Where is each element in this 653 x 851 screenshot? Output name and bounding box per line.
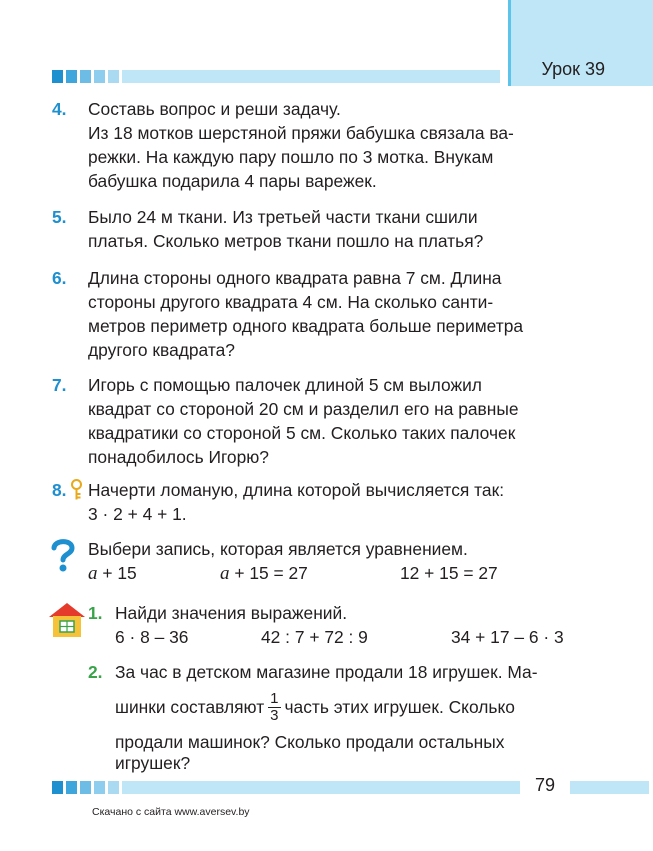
home-task-number: 2. <box>88 662 103 682</box>
option-1-text: + 15 <box>102 563 137 583</box>
question-text: Выбери запись, которая является уравнением. <box>88 539 468 559</box>
task-number: 8. <box>52 480 67 500</box>
home-task-2 <box>115 660 575 772</box>
task-line: режки. На каждую пару пошло по 3 мотка. Внукам <box>88 147 494 167</box>
task-line-part: часть этих игрушек. Сколько <box>284 697 515 717</box>
task-7 <box>88 373 519 469</box>
task-line: стороны другого квадрата 4 см. На сколько санти- <box>88 292 494 312</box>
option-2 <box>220 561 400 586</box>
task-line: Длина стороны одного квадрата равна 7 см. Длина <box>88 268 502 288</box>
fraction <box>268 691 280 724</box>
home-task-1-text: Найди значения выражений. <box>115 603 348 623</box>
option-1 <box>88 561 220 586</box>
task-line: квадратики со стороной 5 см. Сколько таких палочек <box>88 423 516 443</box>
task-line-with-fraction <box>115 688 575 726</box>
question-mark-icon <box>50 538 76 574</box>
key-icon <box>69 479 84 501</box>
task-line: 3 · 2 + 4 + 1. <box>88 504 187 524</box>
task-line: Было 24 м ткани. Из третьей части ткани сшили <box>88 207 478 227</box>
task-number: 5. <box>52 207 67 227</box>
task-4 <box>88 97 514 193</box>
expressions-row <box>115 625 564 649</box>
task-line: понадобилось Игорю? <box>88 447 269 467</box>
var-a: a <box>88 563 98 584</box>
task-line: бабушка подарила 4 пары варежек. <box>88 171 377 191</box>
question-options <box>88 561 498 586</box>
expression: 34 + 17 – 6 · 3 <box>451 627 564 647</box>
task-line: метров периметр одного квадрата больше периметра <box>88 316 524 336</box>
task-line: игрушек? <box>115 753 191 773</box>
lesson-header-box <box>508 0 653 86</box>
expression: 42 : 7 + 72 : 9 <box>261 627 368 647</box>
task-6 <box>88 266 523 362</box>
task-line: Из 18 мотков шерстяной пряжи бабушка связала ва- <box>88 123 514 143</box>
var-a: a <box>220 563 230 584</box>
task-number: 7. <box>52 375 67 395</box>
lesson-title: Урок 39 <box>541 59 605 79</box>
task-number: 4. <box>52 99 67 119</box>
house-icon <box>48 602 86 638</box>
home-task-1 <box>115 601 564 649</box>
option-2-text: + 15 = 27 <box>234 563 308 583</box>
expression: 6 · 8 – 36 <box>115 627 189 647</box>
question-task <box>88 537 498 586</box>
task-8 <box>88 478 504 526</box>
task-line: продали машинок? Сколько продали остальных <box>115 732 505 752</box>
home-task-number: 1. <box>88 603 103 623</box>
fraction-denominator: 3 <box>270 706 279 724</box>
task-line-part: шинки составляют <box>115 697 265 717</box>
top-decor-stripe <box>52 70 500 83</box>
task-line: другого квадрата? <box>88 340 235 360</box>
task-line: Игорь с помощью палочек длиной 5 см выложил <box>88 375 482 395</box>
page-number: 79 <box>520 775 570 796</box>
task-line: За час в детском магазине продали 18 игрушек. Ма- <box>115 662 538 682</box>
task-line: Начерти ломаную, длина которой вычисляется так: <box>88 480 505 500</box>
task-5 <box>88 205 483 253</box>
task-line: Составь вопрос и реши задачу. <box>88 99 341 119</box>
option-3: 12 + 15 = 27 <box>400 563 498 583</box>
task-line: платья. Сколько метров ткани пошло на платья? <box>88 231 484 251</box>
task-line: квадрат со стороной 20 см и разделил его на равные <box>88 399 519 419</box>
task-number: 6. <box>52 268 67 288</box>
source-footer: Скачано с сайта www.aversev.by <box>92 806 250 818</box>
fraction-numerator: 1 <box>270 689 279 707</box>
